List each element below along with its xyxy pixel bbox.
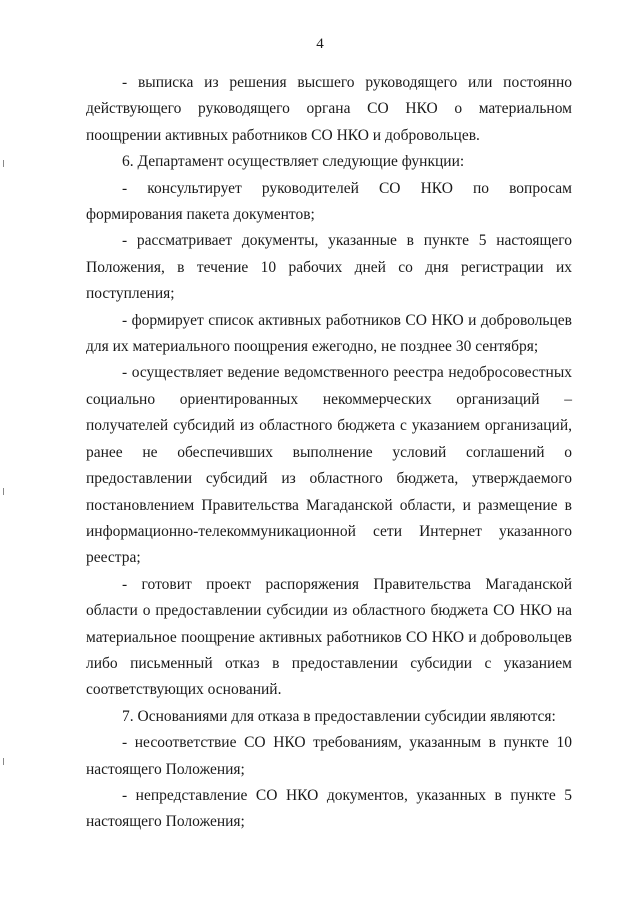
paragraph-consults: - консультирует руководителей СО НКО по вопросам формирования пакета документов; (86, 179, 572, 224)
paragraph-non-compliance: - несоответствие СО НКО требованиям, указанным в пункте 10 настоящего Положения; (86, 734, 572, 778)
scan-edge-mark (3, 758, 4, 765)
paragraph-refusal-grounds: 7. Основаниями для отказа в предоставлении субсидии являются: (122, 707, 556, 725)
page-number: 4 (316, 36, 324, 52)
paragraph-extract-decision: - выписка из решения высшего руководящего или постоянно действующего руководящего органа СО НКО о материальном поощрении активных работников СО НКО и добровольцев. (86, 74, 572, 144)
paragraph-prepares-order: - готовит проект распоряжения Правительства Магаданской области о предоставлении субсидии из областного бюджета СО НКО на материальное поощрение активных работников СО НКО и добровольцев либо письменный отказ в предоставлении субсидии с указанием соответствующих оснований. (86, 575, 572, 699)
paragraph-maintains-registry: - осуществляет ведение ведомственного реестра недобросовестных социально ориентированных некоммерческих организаций – получателей субсидий из областного бюджета с указанием организаций, ранее не обеспечивших выполнение условий соглашений о предоставлении субсидий из областного бюджета, утверждаемого постановлением Правительства Магаданской области, и размещение в информационно-телекоммуникационной сети Интернет указанного реестра; (86, 364, 572, 567)
document-body (86, 70, 572, 836)
scan-edge-mark (3, 160, 4, 167)
paragraph-reviews-documents: - рассматривает документы, указанные в пункте 5 настоящего Положения, в течение 10 рабочих дней со дня регистрации их поступления; (86, 232, 572, 303)
paragraph-department-functions: 6. Департамент осуществляет следующие функции: (122, 153, 465, 171)
scan-edge-mark (3, 488, 4, 495)
paragraph-non-submission: - непредставление СО НКО документов, указанных в пункте 5 настоящего Положения; (86, 786, 572, 831)
paragraph-forms-list: - формирует список активных работников СО НКО и добровольцев для их материального поощрения ежегодно, не позднее 30 сентября; (86, 311, 572, 356)
